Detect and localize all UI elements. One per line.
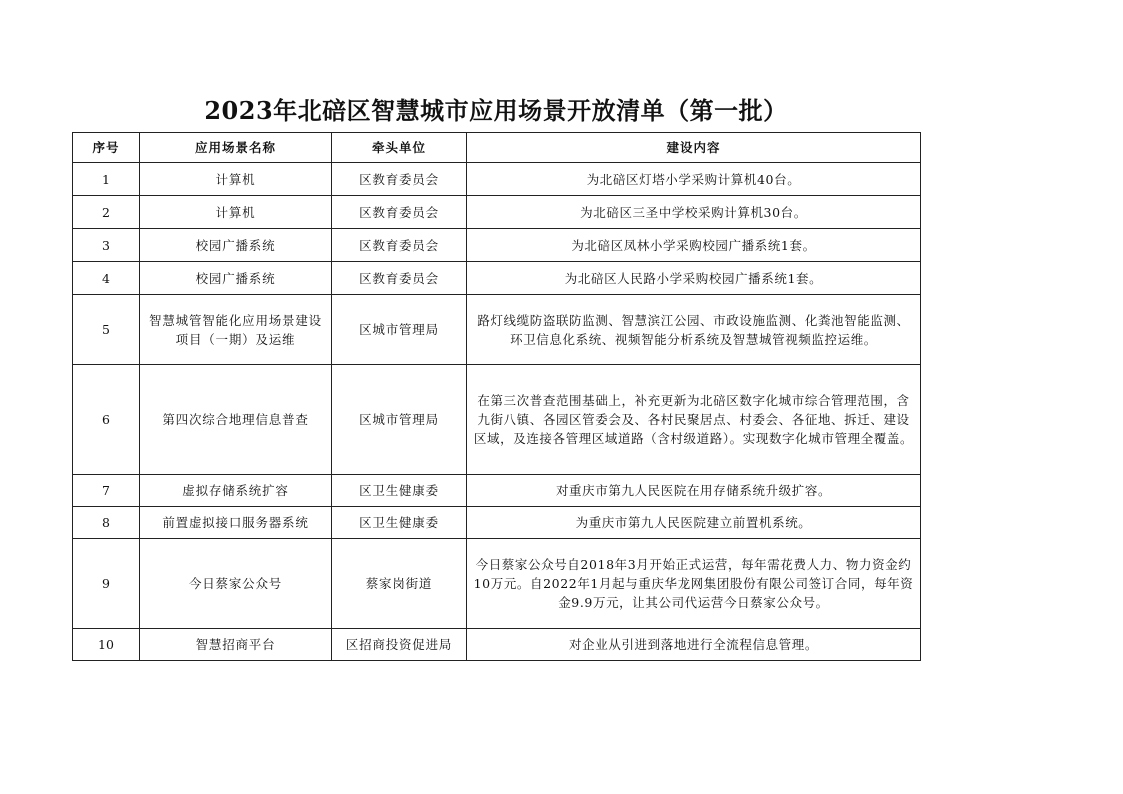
cell-lead-unit: 区教育委员会 [332, 262, 467, 295]
cell-serial: 8 [73, 507, 140, 539]
cell-lead-unit: 区城市管理局 [332, 295, 467, 365]
table-row [73, 229, 921, 262]
table-row [73, 539, 921, 629]
table-row [73, 475, 921, 507]
cell-lead-unit: 区城市管理局 [332, 365, 467, 475]
cell-lead-unit: 蔡家岗街道 [332, 539, 467, 629]
cell-content: 为重庆市第九人民医院建立前置机系统。 [467, 507, 921, 539]
table-row [73, 507, 921, 539]
cell-scenario-name: 第四次综合地理信息普查 [140, 365, 332, 475]
cell-content: 路灯线缆防盗联防监测、智慧滨江公园、市政设施监测、化粪池智能监测、环卫信息化系统、视频智能分析系统及智慧城管视频监控运维。 [467, 295, 921, 365]
header-scenario-name: 应用场景名称 [140, 133, 332, 163]
cell-content: 对重庆市第九人民医院在用存储系统升级扩容。 [467, 475, 921, 507]
cell-content: 对企业从引进到落地进行全流程信息管理。 [467, 629, 921, 661]
table-row [73, 629, 921, 661]
cell-content: 今日蔡家公众号自2018年3月开始正式运营，每年需花费人力、物力资金约10万元。自2022年1月起与重庆华龙网集团股份有限公司签订合同，每年资金9.9万元，让其公司代运营今日蔡家公众号。 [467, 539, 921, 629]
cell-scenario-name: 今日蔡家公众号 [140, 539, 332, 629]
cell-content: 为北碚区灯塔小学采购计算机40台。 [467, 163, 921, 196]
cell-content: 在第三次普查范围基础上，补充更新为北碚区数字化城市综合管理范围，含九街八镇、各园区管委会及、各村民聚居点、村委会、各征地、拆迁、建设区域，及连接各管理区域道路（含村级道路）。实现数字化城市管理全覆盖。 [467, 365, 921, 475]
cell-content: 为北碚区人民路小学采购校园广播系统1套。 [467, 262, 921, 295]
cell-scenario-name: 校园广播系统 [140, 262, 332, 295]
table-row [73, 365, 921, 475]
table-row [73, 295, 921, 365]
cell-serial: 7 [73, 475, 140, 507]
cell-scenario-name: 计算机 [140, 163, 332, 196]
cell-lead-unit: 区招商投资促进局 [332, 629, 467, 661]
cell-lead-unit: 区卫生健康委 [332, 475, 467, 507]
table-row [73, 196, 921, 229]
header-serial: 序号 [73, 133, 140, 163]
cell-lead-unit: 区教育委员会 [332, 196, 467, 229]
cell-lead-unit: 区卫生健康委 [332, 507, 467, 539]
table-row [73, 163, 921, 196]
scenario-table [72, 132, 921, 661]
table-row [73, 262, 921, 295]
cell-serial: 1 [73, 163, 140, 196]
cell-serial: 9 [73, 539, 140, 629]
cell-scenario-name: 智慧城管智能化应用场景建设项目（一期）及运维 [140, 295, 332, 365]
cell-serial: 10 [73, 629, 140, 661]
cell-lead-unit: 区教育委员会 [332, 163, 467, 196]
cell-content: 为北碚区三圣中学校采购计算机30台。 [467, 196, 921, 229]
cell-scenario-name: 智慧招商平台 [140, 629, 332, 661]
cell-scenario-name: 校园广播系统 [140, 229, 332, 262]
cell-content: 为北碚区凤林小学采购校园广播系统1套。 [467, 229, 921, 262]
header-lead-unit: 牵头单位 [332, 133, 467, 163]
page-title: 2023年北碚区智慧城市应用场景开放清单（第一批） [204, 96, 788, 125]
cell-serial: 6 [73, 365, 140, 475]
cell-serial: 5 [73, 295, 140, 365]
cell-scenario-name: 前置虚拟接口服务器系统 [140, 507, 332, 539]
cell-serial: 4 [73, 262, 140, 295]
table-header-row [73, 133, 921, 163]
cell-lead-unit: 区教育委员会 [332, 229, 467, 262]
cell-serial: 2 [73, 196, 140, 229]
cell-scenario-name: 虚拟存储系统扩容 [140, 475, 332, 507]
cell-serial: 3 [73, 229, 140, 262]
header-content: 建设内容 [467, 133, 921, 163]
cell-scenario-name: 计算机 [140, 196, 332, 229]
